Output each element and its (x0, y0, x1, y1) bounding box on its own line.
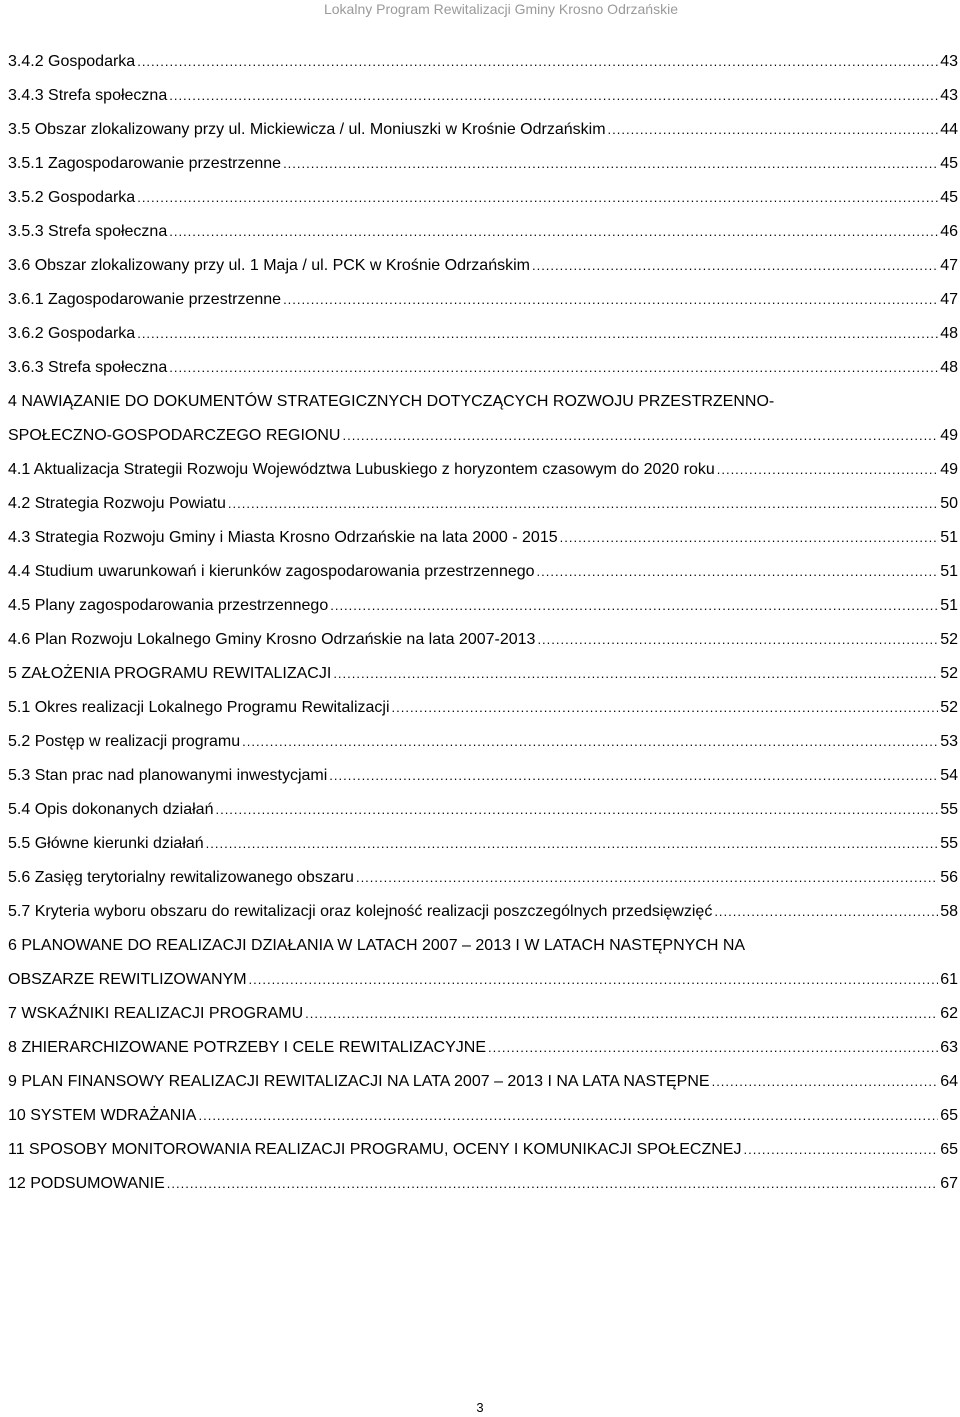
toc-entry-page: 52 (940, 699, 958, 716)
toc-entry-page: 51 (940, 529, 958, 546)
toc-entry-title: 7 WSKAŹNIKI REALIZACJI PROGRAMU (8, 1005, 304, 1022)
table-of-contents (8, 45, 958, 1201)
dot-leader (717, 453, 938, 487)
toc-entry[interactable] (8, 861, 958, 895)
toc-entry-title: 3.5.1 Zagospodarowanie przestrzenne (8, 155, 282, 172)
toc-entry-page: 43 (940, 53, 958, 70)
toc-entry-page: 65 (940, 1107, 958, 1124)
toc-entry-title: 5.2 Postęp w realizacji programu (8, 733, 241, 750)
toc-entry-title: 3.5.2 Gospodarka (8, 189, 136, 206)
toc-entry-title: 3.6.2 Gospodarka (8, 325, 136, 342)
toc-entry-title: 3.6 Obszar zlokalizowany przy ul. 1 Maja / ul. PCK w Krośnie Odrzańskim (8, 257, 530, 274)
toc-entry-title: 4.4 Studium uwarunkowań i kierunków zagospodarowania przestrzennego (8, 563, 535, 580)
toc-entry[interactable] (8, 1133, 958, 1167)
toc-entry-title: 5.3 Stan prac nad planowanymi inwestycjami (8, 767, 328, 784)
toc-entry[interactable] (8, 963, 958, 997)
dot-leader (228, 487, 938, 521)
toc-entry-title: 4 NAWIĄZANIE DO DOKUMENTÓW STRATEGICZNYCH DOTYCZĄCYCH ROZWOJU PRZESTRZENNO- (8, 393, 775, 410)
toc-entry-title: 9 PLAN FINANSOWY REALIZACJI REWITALIZACJI NA LATA 2007 – 2013 I NA LATA NASTĘPNE (8, 1073, 710, 1090)
toc-entry-title: 3.4.3 Strefa społeczna (8, 87, 168, 104)
toc-entry[interactable] (8, 453, 958, 487)
toc-entry-page: 49 (940, 427, 958, 444)
dot-leader (392, 691, 939, 725)
toc-entry-title: 3.5 Obszar zlokalizowany przy ul. Mickiewicza / ul. Moniuszki w Krośnie Odrzańskim (8, 121, 606, 138)
dot-leader (249, 963, 939, 997)
dot-leader (283, 283, 938, 317)
toc-entry[interactable] (8, 725, 958, 759)
toc-entry-title: 3.6.1 Zagospodarowanie przestrzenne (8, 291, 282, 308)
toc-entry-page: 62 (940, 1005, 958, 1022)
toc-entry[interactable] (8, 113, 958, 147)
toc-entry[interactable] (8, 691, 958, 725)
toc-entry[interactable] (8, 895, 958, 929)
toc-entry-title: 4.1 Aktualizacja Strategii Rozwoju Województwa Lubuskiego z horyzontem czasowym do 2020 roku (8, 461, 715, 478)
dot-leader (169, 79, 938, 113)
toc-entry[interactable] (8, 1065, 958, 1099)
toc-entry[interactable] (8, 623, 958, 657)
dot-leader (137, 45, 938, 79)
toc-entry[interactable] (8, 793, 958, 827)
toc-entry-title: 3.5.3 Strefa społeczna (8, 223, 168, 240)
dot-leader (329, 759, 938, 793)
dot-leader (342, 419, 938, 453)
toc-entry-page: 48 (940, 325, 958, 342)
toc-entry-title: 5.6 Zasięg terytorialny rewitalizowanego obszaru (8, 869, 354, 886)
toc-entry-title: 4.5 Plany zagospodarowania przestrzennego (8, 597, 329, 614)
dot-leader (169, 351, 938, 385)
toc-entry-page: 46 (940, 223, 958, 240)
toc-entry-title: OBSZARZE REWITLIZOWANYM (8, 971, 247, 988)
dot-leader (167, 1167, 938, 1201)
toc-entry-title: 5 ZAŁOŻENIA PROGRAMU REWITALIZACJI (8, 665, 332, 682)
toc-entry[interactable] (8, 555, 958, 589)
dot-leader (743, 1133, 938, 1167)
toc-entry-title: 11 SPOSOBY MONITOROWANIA REALIZACJI PROGRAMU, OCENY I KOMUNIKACJI SPOŁECZNEJ (8, 1141, 742, 1158)
toc-entry-page: 58 (940, 903, 958, 920)
toc-entry-page: 64 (940, 1073, 958, 1090)
toc-entry[interactable] (8, 249, 958, 283)
toc-entry-page: 50 (940, 495, 958, 512)
toc-entry[interactable] (8, 317, 958, 351)
toc-entry-page: 52 (940, 631, 958, 648)
dot-leader (712, 1065, 939, 1099)
toc-entry-title: 8 ZHIERARCHIZOWANE POTRZEBY I CELE REWITALIZACYJNE (8, 1039, 486, 1056)
toc-entry-page: 51 (940, 597, 958, 614)
toc-entry[interactable] (8, 147, 958, 181)
dot-leader (537, 623, 938, 657)
toc-entry-title: 5.7 Kryteria wyboru obszaru do rewitalizacji oraz kolejność realizacji poszczególnych przedsięwzięć (8, 903, 713, 920)
toc-entry[interactable] (8, 521, 958, 555)
dot-leader (714, 895, 938, 929)
toc-entry-page: 49 (940, 461, 958, 478)
toc-entry[interactable] (8, 1099, 958, 1133)
dot-leader (608, 113, 939, 147)
toc-entry[interactable] (8, 419, 958, 453)
toc-entry-page: 47 (940, 257, 958, 274)
toc-entry-title: 4.2 Strategia Rozwoju Powiatu (8, 495, 226, 512)
dot-leader (137, 181, 938, 215)
running-header: Lokalny Program Rewitalizacji Gminy Krosno Odrzańskie (323, 1, 678, 17)
dot-leader (356, 861, 938, 895)
dot-leader (488, 1031, 938, 1065)
toc-entry-page: 54 (940, 767, 958, 784)
toc-entry[interactable] (8, 215, 958, 249)
dot-leader (537, 555, 939, 589)
toc-entry-page: 45 (940, 189, 958, 206)
toc-entry-title: 5.5 Główne kierunki działań (8, 835, 204, 852)
toc-entry-page: 56 (940, 869, 958, 886)
toc-entry-title: 4.3 Strategia Rozwoju Gminy i Miasta Krosno Odrzańskie na lata 2000 - 2015 (8, 529, 558, 546)
toc-entry[interactable] (8, 997, 958, 1031)
dot-leader (305, 997, 938, 1031)
dot-leader (169, 215, 938, 249)
toc-entry-page: 67 (940, 1175, 958, 1192)
toc-entry-title: 12 PODSUMOWANIE (8, 1175, 165, 1192)
toc-entry[interactable] (8, 385, 958, 419)
toc-entry[interactable] (8, 351, 958, 385)
dot-leader (283, 147, 938, 181)
toc-entry-page: 65 (940, 1141, 958, 1158)
dot-leader (242, 725, 938, 759)
toc-entry-title: 4.6 Plan Rozwoju Lokalnego Gminy Krosno Odrzańskie na lata 2007-2013 (8, 631, 536, 648)
toc-entry-page: 53 (940, 733, 958, 750)
toc-entry[interactable] (8, 45, 958, 79)
page-number: 3 (476, 1400, 484, 1415)
toc-entry-page: 47 (940, 291, 958, 308)
toc-entry[interactable] (8, 1031, 958, 1065)
toc-entry[interactable] (8, 827, 958, 861)
toc-entry-title: 10 SYSTEM WDRAŻANIA (8, 1107, 197, 1124)
toc-entry[interactable] (8, 657, 958, 691)
dot-leader (560, 521, 939, 555)
toc-entry-title: SPOŁECZNO-GOSPODARCZEGO REGIONU (8, 427, 341, 444)
toc-entry[interactable] (8, 1167, 958, 1201)
dot-leader (333, 657, 938, 691)
dot-leader (206, 827, 939, 861)
toc-entry-title: 5.1 Okres realizacji Lokalnego Programu Rewitalizacji (8, 699, 390, 716)
toc-entry-title: 3.4.2 Gospodarka (8, 53, 136, 70)
toc-entry-page: 43 (940, 87, 958, 104)
toc-entry[interactable] (8, 487, 958, 521)
toc-entry-page: 63 (940, 1039, 958, 1056)
toc-entry-page: 44 (940, 121, 958, 138)
toc-entry-page: 55 (940, 801, 958, 818)
dot-leader (215, 793, 938, 827)
dot-leader (330, 589, 938, 623)
toc-entry-page: 52 (940, 665, 958, 682)
toc-entry-page: 48 (940, 359, 958, 376)
toc-entry[interactable] (8, 181, 958, 215)
toc-entry-page: 61 (940, 971, 958, 988)
toc-entry[interactable] (8, 929, 958, 963)
toc-entry-page: 45 (940, 155, 958, 172)
dot-leader (532, 249, 938, 283)
toc-entry-title: 5.4 Opis dokonanych działań (8, 801, 214, 818)
toc-entry[interactable] (8, 283, 958, 317)
toc-entry-title: 6 PLANOWANE DO REALIZACJI DZIAŁANIA W LATACH 2007 – 2013 I W LATACH NASTĘPNYCH NA (8, 937, 746, 954)
toc-entry-page: 51 (940, 563, 958, 580)
toc-entry[interactable] (8, 759, 958, 793)
toc-entry[interactable] (8, 79, 958, 113)
dot-leader (198, 1099, 938, 1133)
dot-leader (137, 317, 938, 351)
toc-entry-title: 3.6.3 Strefa społeczna (8, 359, 168, 376)
toc-entry[interactable] (8, 589, 958, 623)
toc-entry-page: 55 (940, 835, 958, 852)
